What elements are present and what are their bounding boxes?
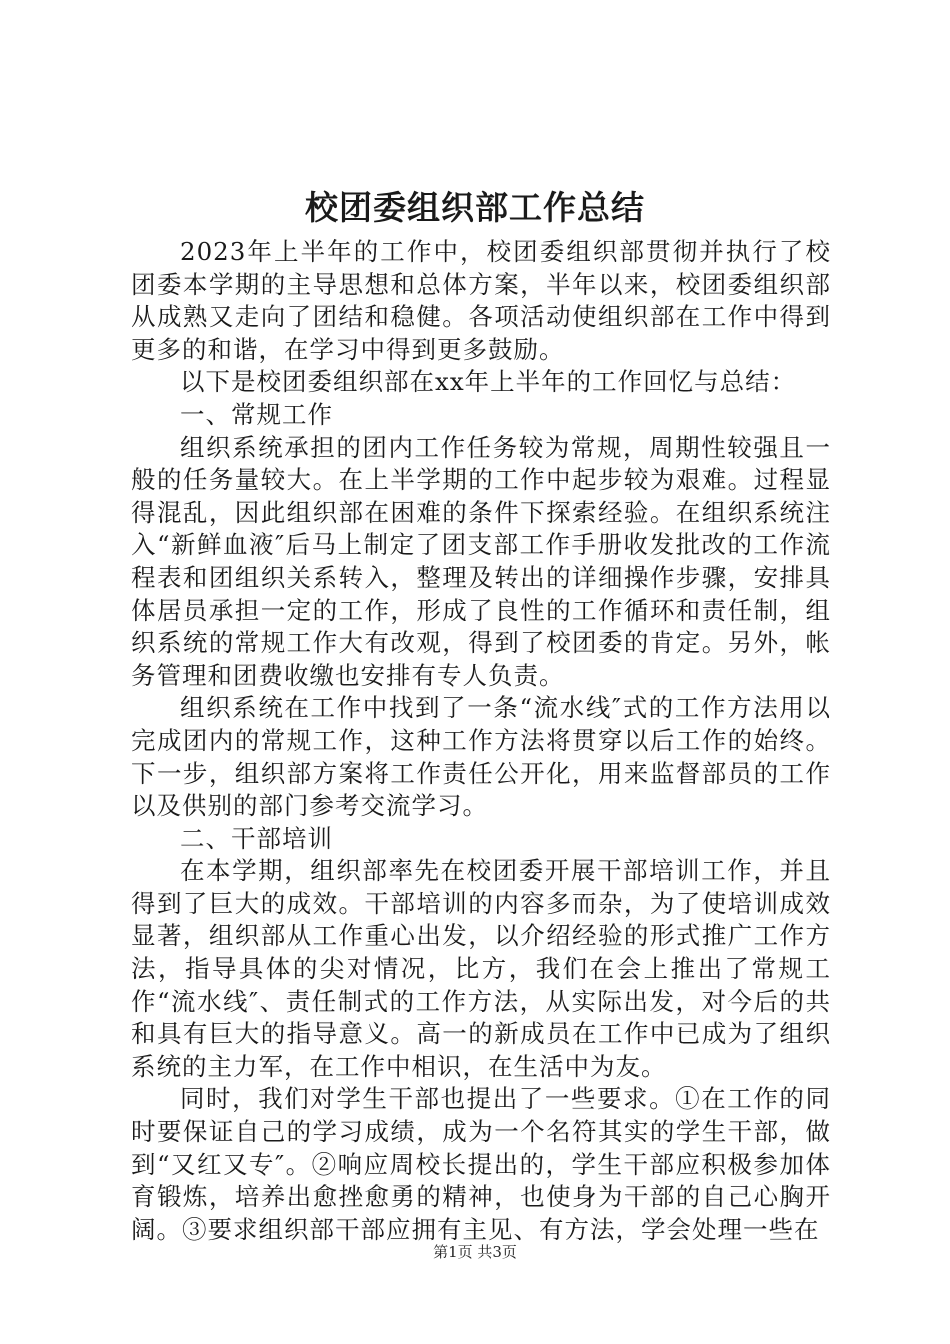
paragraph-summary-lead: 以下是校团委组织部在xx年上半年的工作回忆与总结： [180, 367, 797, 397]
document-title: 校团委组织部工作总结 [305, 188, 645, 227]
paragraph-intro: 2023年上半年的工作中，校团委组织部贯彻并执行了校团委本学期的主导思想和总体方案，半年以来，校团委组织部从成熟又走向了团结和稳健。各项活动使组织部在工作中得到更多的和谐，在学习中得到更多鼓励。 [131, 237, 831, 364]
paragraph-cadre-requirements: 同时，我们对学生干部也提出了一些要求。①在工作的同时要保证自己的学习成绩，成为一个名符其实的学生干部，做到“又红又专″。②响应周校长提出的，学生干部应积极参加体育锻炼，培养出愈挫愈勇的精神，也使身为干部的自己心胸开阔。③要求组织部干部应拥有主见、有方法，学会处理一些在 [131, 1084, 831, 1244]
paragraph-assembly-line-method: 组织系统在工作中找到了一条“流水线″式的工作方法用以完成团内的常规工作，这种工作方法将贯穿以后工作的始终。下一步，组织部方案将工作责任公开化，用来监督部员的工作以及供别的部门参考交流学习。 [131, 693, 831, 821]
page-footer: 第1页 共3页 [433, 1243, 517, 1261]
paragraph-cadre-training: 在本学期，组织部率先在校团委开展干部培训工作，并且得到了巨大的成效。干部培训的内容多而杂，为了使培训成效显著，组织部从工作重心出发，以介绍经验的形式推广工作方法，指导具体的尖对情况，比方，我们在会上推出了常规工作“流水线″、责任制式的工作方法，从实际出发，对今后的共和具有巨大的指导意义。高一的新成员在工作中已成为了组织系统的主力军，在工作中相识，在生活中为友。 [131, 856, 831, 1081]
paragraph-routine-work: 组织系统承担的团内工作任务较为常规，周期性较强且一般的任务量较大。在上半学期的工作中起步较为艰难。过程显得混乱，因此组织部在困难的条件下探索经验。在组织系统注入“新鲜血液″后马上制定了团支部工作手册收发批改的工作流程表和团组织关系转入，整理及转出的详细操作步骤，安排具体居员承担一定的工作，形成了良性的工作循环和责任制，组织系统的常规工作大有改观，得到了校团委的肯定。另外，帐务管理和团费收缴也安排有专人负责。 [131, 432, 831, 690]
document-body [131, 236, 831, 1246]
section-heading-routine-work: 一、常规工作 [180, 399, 333, 429]
section-heading-cadre-training: 二、干部培训 [180, 823, 333, 853]
